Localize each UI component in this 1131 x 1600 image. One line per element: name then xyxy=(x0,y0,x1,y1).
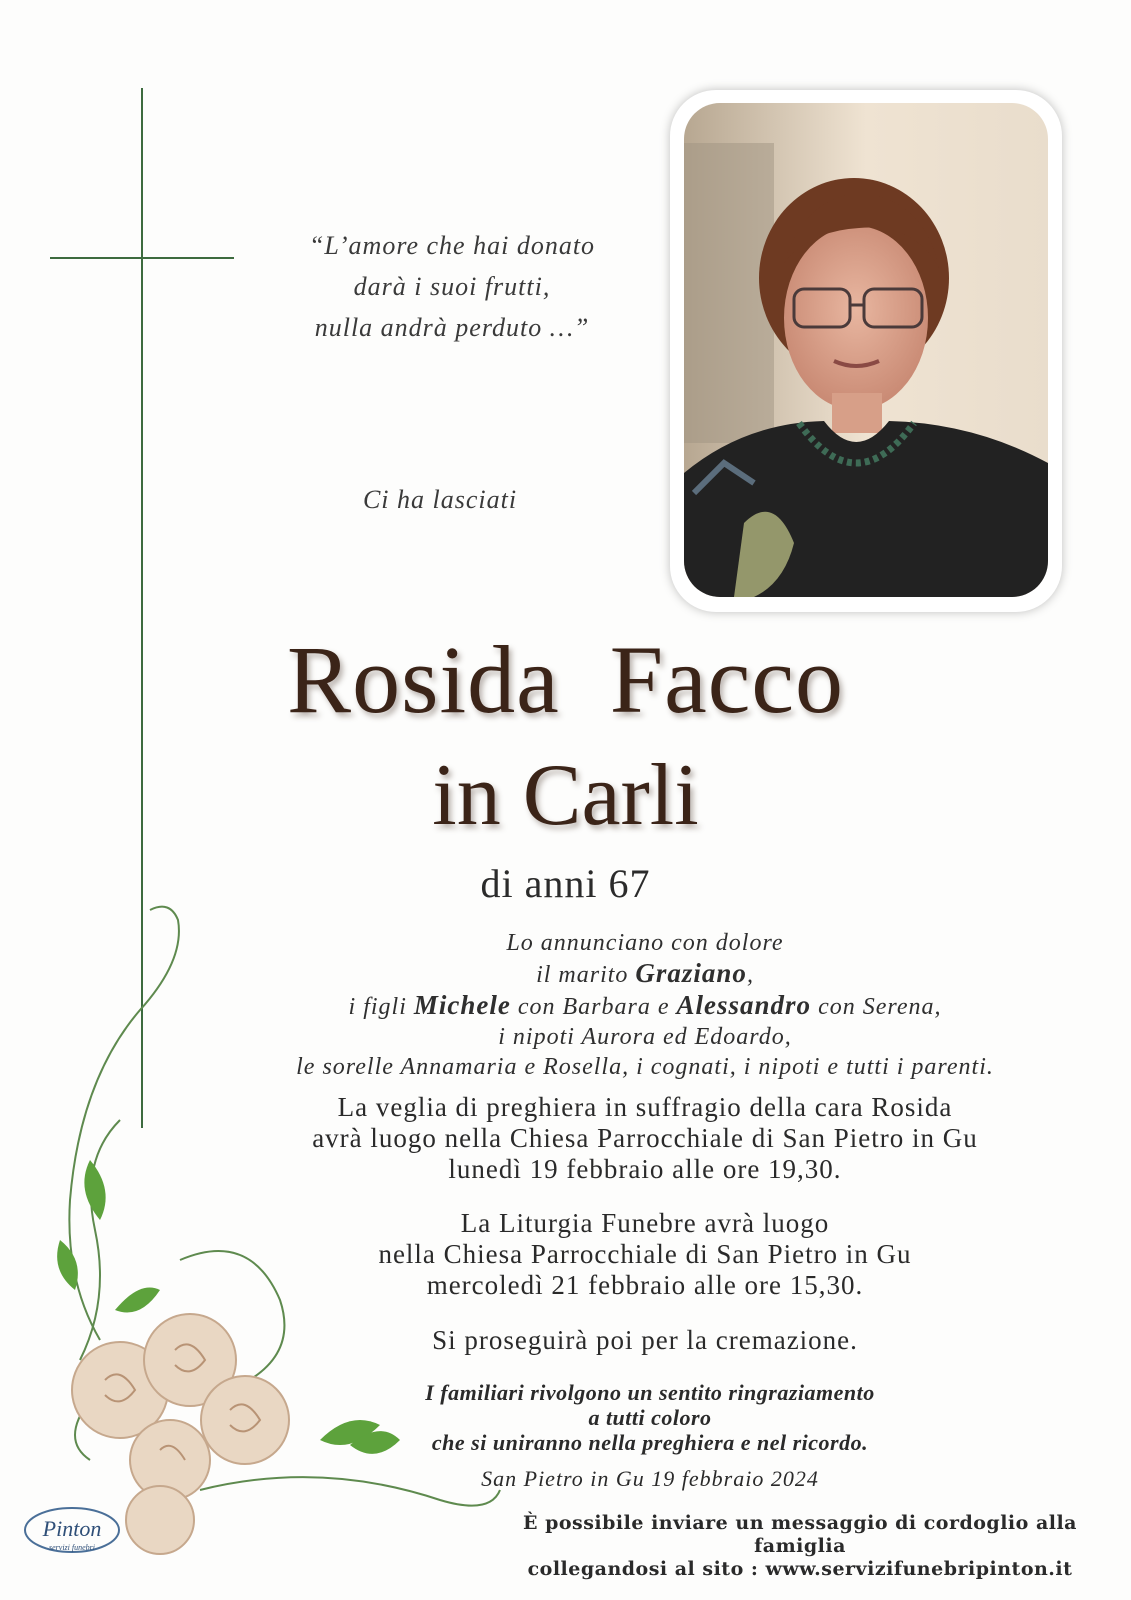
announcement-line: i nipoti Aurora ed Edoardo, xyxy=(498,1024,792,1050)
vigil-line: La veglia di preghiera in suffragio della cara Rosida xyxy=(337,1092,953,1122)
left-message: Ci ha lasciati xyxy=(362,485,518,514)
son-name: Alessandro xyxy=(676,990,812,1020)
quote-line: darà i suoi frutti, xyxy=(353,272,551,301)
vigil-line: lunedì 19 febbraio alle ore 19,30. xyxy=(448,1154,842,1184)
pinton-logo xyxy=(22,1502,122,1560)
footer-line: È possibile inviare un messaggio di cordoglio alla famiglia xyxy=(522,1512,1077,1557)
funeral-line: La Liturgia Funebre avrà luogo xyxy=(460,1208,830,1238)
condolence-footer xyxy=(500,1512,1100,1581)
thanks-line: a tutti coloro xyxy=(588,1405,712,1430)
thanks-line: I familiari rivolgono un sentito ringraziamento xyxy=(425,1380,875,1405)
announcement-line: Lo annunciano con dolore xyxy=(506,930,784,956)
announcement-line: le sorelle Annamaria e Rosella, i cognati, i nipoti e tutti i parenti. xyxy=(296,1054,994,1080)
quote xyxy=(262,225,642,348)
funeral-line: nella Chiesa Parrocchiale di San Pietro in Gu xyxy=(378,1239,912,1269)
vigil-line: avrà luogo nella Chiesa Parrocchiale di San Pietro in Gu xyxy=(312,1123,978,1153)
date-place: San Pietro in Gu 19 febbraio 2024 xyxy=(481,1466,819,1491)
announcement-line: i figli Michele con Barbara e Alessandro con Serena, xyxy=(348,990,942,1020)
quote-line: “L’amore che hai donato xyxy=(308,231,596,260)
svg-text:Pinton: Pinton xyxy=(42,1516,102,1541)
funeral-line: mercoledì 21 febbraio alle ore 15,30. xyxy=(426,1270,864,1300)
deceased-name xyxy=(0,626,1131,733)
svg-text:servizi funebri: servizi funebri xyxy=(49,1543,95,1552)
floral-decoration xyxy=(20,900,540,1590)
son-name: Michele xyxy=(413,990,511,1020)
quote-line: nulla andrà perduto …” xyxy=(314,313,590,342)
website-link[interactable]: collegandosi al sito : www.servizifunebripinton.it xyxy=(527,1558,1073,1580)
cross-horizontal xyxy=(50,257,234,259)
first-name: Rosida xyxy=(287,626,560,733)
announcement-line: il marito Graziano, xyxy=(536,958,754,988)
portrait-photo xyxy=(684,103,1048,597)
age: di anni 67 xyxy=(480,861,651,906)
last-name: Facco xyxy=(609,626,844,733)
married-name: in Carli xyxy=(432,747,699,844)
husband-name: Graziano xyxy=(635,958,747,988)
thanks-line: che si uniranno nella preghiera e nel ricordo. xyxy=(431,1430,869,1455)
cremation-info: Si proseguirà poi per la cremazione. xyxy=(432,1325,858,1355)
